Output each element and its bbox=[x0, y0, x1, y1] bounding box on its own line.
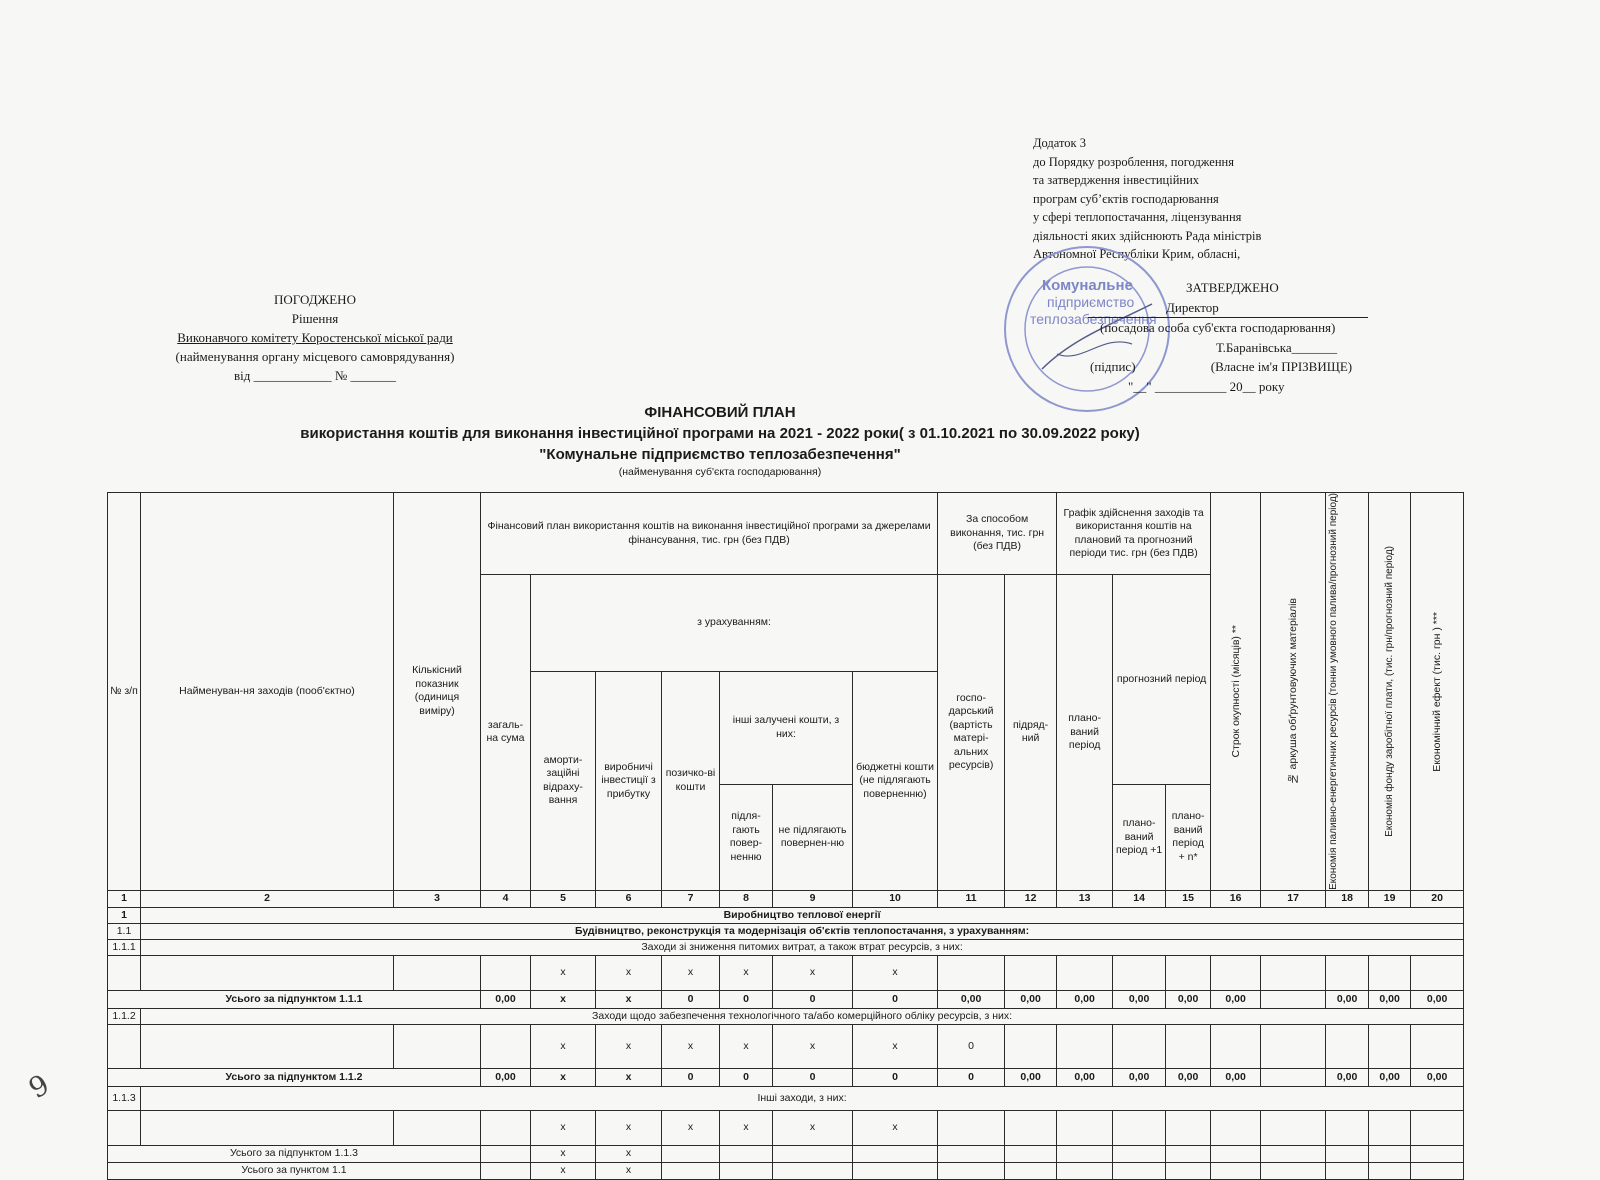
table-cell: х bbox=[720, 955, 773, 990]
table-cell bbox=[1261, 1024, 1326, 1068]
table-cell bbox=[1113, 955, 1166, 990]
total-label: Усього за пунктом 1.1 bbox=[108, 1162, 481, 1179]
header-return-yes: підля-гають повер-ненню bbox=[720, 784, 773, 890]
approved-block bbox=[1088, 278, 1418, 396]
title-line-2: використання коштів для виконання інвестиційної програми на 2021 - 2022 роки( з 01.10.2021 по 30.09.2022 року) bbox=[300, 425, 1140, 442]
table-cell bbox=[1005, 1110, 1057, 1145]
approved-name-text: Т.Баранівська bbox=[1216, 339, 1292, 355]
header-budget: бюджетні кошти (не підлягають поверненню) bbox=[853, 671, 938, 890]
stamp-line-3: теплозабезпечення bbox=[1030, 311, 1157, 327]
table-cell bbox=[141, 1110, 394, 1145]
table-cell: х bbox=[662, 955, 720, 990]
total-cell bbox=[853, 1145, 938, 1162]
section-label: Виробництво теплової енергії bbox=[141, 907, 1464, 923]
header-other: інші залучені кошти, з них: bbox=[720, 671, 853, 784]
total-cell bbox=[1261, 990, 1326, 1008]
table-cell bbox=[1005, 1024, 1057, 1068]
approved-captions-row bbox=[1088, 357, 1418, 377]
header-num: № з/п bbox=[108, 493, 141, 891]
header-payback: Строк окупності (місяців) ** bbox=[1211, 493, 1261, 891]
section-label: Інші заходи, з них: bbox=[141, 1086, 1464, 1110]
table-cell bbox=[1211, 955, 1261, 990]
total-cell bbox=[1326, 1162, 1369, 1179]
header-quantity: Кількісний показник (одиниця виміру) bbox=[394, 493, 481, 891]
table-cell bbox=[1057, 955, 1113, 990]
table-cell bbox=[1211, 1024, 1261, 1068]
total-cell: 0 bbox=[720, 990, 773, 1008]
section-num: 1.1.1 bbox=[108, 939, 141, 955]
total-cell bbox=[1166, 1162, 1211, 1179]
agreed-body: Виконавчого комітету Коростенської міської ради bbox=[177, 330, 453, 345]
total-row bbox=[108, 1068, 1464, 1086]
total-cell: 0 bbox=[720, 1068, 773, 1086]
total-cell bbox=[720, 1162, 773, 1179]
table-cell: х bbox=[531, 1024, 596, 1068]
col-number: 18 bbox=[1326, 890, 1369, 907]
total-label: Усього за підпунктом 1.1.3 bbox=[108, 1145, 481, 1162]
title-caption: (найменування суб'єкта господарювання) bbox=[618, 466, 822, 478]
total-cell: 0 bbox=[853, 1068, 938, 1086]
total-cell bbox=[938, 1162, 1005, 1179]
total-cell: 0 bbox=[853, 990, 938, 1008]
page-number: 9 bbox=[22, 1067, 55, 1106]
table-cell bbox=[394, 955, 481, 990]
col-number: 20 bbox=[1411, 890, 1464, 907]
header-schedule: Графік здійснення заходів та використання коштів на плановий та прогнозний періоди тис. грн (без ПДВ) bbox=[1057, 493, 1211, 575]
header-name: Найменуван-ня заходів (пооб'єктно) bbox=[141, 493, 394, 891]
stamp-line-2: підприємство bbox=[1047, 294, 1135, 310]
approved-name-caption: (Власне ім'я ПРІЗВИЩЕ) bbox=[1210, 359, 1353, 374]
total-cell bbox=[1261, 1145, 1326, 1162]
col-number: 6 bbox=[596, 890, 662, 907]
total-cell: 0,00 bbox=[1005, 1068, 1057, 1086]
total-cell: 0,00 bbox=[1326, 990, 1369, 1008]
header-planned-1: плано-ваний період +1 bbox=[1113, 784, 1166, 890]
total-cell bbox=[1057, 1145, 1113, 1162]
total-cell: 0,00 bbox=[481, 1068, 531, 1086]
total-cell: х bbox=[531, 1162, 596, 1179]
total-cell: 0,00 bbox=[1411, 1068, 1464, 1086]
total-cell bbox=[1211, 1162, 1261, 1179]
col-number: 5 bbox=[531, 890, 596, 907]
table-cell: х bbox=[853, 1024, 938, 1068]
total-label: Усього за підпунктом 1.1.2 bbox=[108, 1068, 481, 1086]
table-cell: х bbox=[773, 1110, 853, 1145]
total-cell bbox=[1411, 1145, 1464, 1162]
table-cell bbox=[481, 955, 531, 990]
total-cell bbox=[1113, 1145, 1166, 1162]
section-row bbox=[108, 1086, 1464, 1110]
total-cell bbox=[1326, 1145, 1369, 1162]
total-cell bbox=[1411, 1162, 1464, 1179]
financial-plan-table bbox=[107, 492, 1464, 1180]
col-number: 13 bbox=[1057, 890, 1113, 907]
header-method: За способом виконання, тис. грн (без ПДВ) bbox=[938, 493, 1057, 575]
total-cell: 0,00 bbox=[1211, 990, 1261, 1008]
total-cell: 0,00 bbox=[1411, 990, 1464, 1008]
table-cell: х bbox=[853, 955, 938, 990]
header-fuel-economy: Економія паливно-енергетичних ресурсів (тонни умовного палива/прогнозний період) bbox=[1326, 493, 1369, 891]
table-cell bbox=[1326, 1110, 1369, 1145]
table-cell: х bbox=[662, 1110, 720, 1145]
header-effect: Економічний ефект (тис. грн ) *** bbox=[1411, 493, 1464, 891]
approved-signature-caption: (підпис) bbox=[1090, 359, 1136, 374]
table-cell bbox=[1261, 955, 1326, 990]
total-cell bbox=[773, 1162, 853, 1179]
section-num: 1.1.3 bbox=[108, 1086, 141, 1110]
approved-date-line: "__" ___________ 20__ року bbox=[1128, 378, 1285, 394]
table-cell: х bbox=[531, 955, 596, 990]
section-label: Заходи зі зниження питомих витрат, а також втрат ресурсів, з них: bbox=[141, 939, 1464, 955]
title-line-3: "Комунальне підприємство теплозабезпечення" bbox=[539, 446, 901, 463]
total-cell: х bbox=[596, 1162, 662, 1179]
total-cell bbox=[1057, 1162, 1113, 1179]
table-cell: 0 bbox=[938, 1024, 1005, 1068]
total-cell bbox=[1113, 1162, 1166, 1179]
total-cell: 0 bbox=[938, 1068, 1005, 1086]
total-cell: 0 bbox=[773, 990, 853, 1008]
table-cell: х bbox=[773, 955, 853, 990]
table-cell bbox=[1057, 1024, 1113, 1068]
header-loans: позичко-ві кошти bbox=[662, 671, 720, 890]
table-cell bbox=[1369, 1110, 1411, 1145]
table-cell bbox=[1211, 1110, 1261, 1145]
table-cell bbox=[1369, 1024, 1411, 1068]
table-cell bbox=[1113, 1024, 1166, 1068]
table-cell: х bbox=[596, 955, 662, 990]
header-return-no: не підлягають повернен-ню bbox=[773, 784, 853, 890]
approved-position: Директор bbox=[1088, 298, 1368, 319]
table-cell: х bbox=[773, 1024, 853, 1068]
total-cell bbox=[481, 1162, 531, 1179]
total-cell: х bbox=[596, 1068, 662, 1086]
column-numbers-row bbox=[108, 890, 1464, 907]
table-cell bbox=[1411, 955, 1464, 990]
total-cell bbox=[720, 1145, 773, 1162]
col-number: 8 bbox=[720, 890, 773, 907]
total-cell: 0,00 bbox=[1113, 990, 1166, 1008]
header-planned-n: плано-ваний період + n* bbox=[1166, 784, 1211, 890]
col-number: 2 bbox=[141, 890, 394, 907]
col-number: 11 bbox=[938, 890, 1005, 907]
total-cell bbox=[773, 1145, 853, 1162]
annex-line: у сфері теплопостачання, ліцензування bbox=[1033, 210, 1242, 224]
total-cell bbox=[853, 1162, 938, 1179]
header-contract: підряд-ний bbox=[1005, 575, 1057, 891]
title-line-1: ФІНАНСОВИЙ ПЛАН bbox=[644, 404, 796, 421]
header-fin-plan: Фінансовий план використання коштів на виконання інвестиційної програми за джерелами фінансування, тис. грн (без ПДВ) bbox=[481, 493, 938, 575]
table-cell bbox=[1411, 1024, 1464, 1068]
table-cell bbox=[1261, 1110, 1326, 1145]
table-cell bbox=[1005, 955, 1057, 990]
table-cell: х bbox=[531, 1110, 596, 1145]
section-label: Заходи щодо забезпечення технологічного та/або комерційного обліку ресурсів, з них: bbox=[141, 1008, 1464, 1024]
section-row bbox=[108, 939, 1464, 955]
agreed-decision: Рішення bbox=[291, 311, 339, 326]
table-cell bbox=[141, 1024, 394, 1068]
table-cell: х bbox=[720, 1110, 773, 1145]
table-cell: х bbox=[596, 1110, 662, 1145]
table-cell: х bbox=[662, 1024, 720, 1068]
total-cell: 0,00 bbox=[1166, 990, 1211, 1008]
total-cell bbox=[481, 1145, 531, 1162]
agreed-date-line: від ____________ № _______ bbox=[233, 368, 397, 383]
total-cell: 0,00 bbox=[938, 990, 1005, 1008]
total-cell bbox=[1005, 1145, 1057, 1162]
col-number: 10 bbox=[853, 890, 938, 907]
total-cell bbox=[1211, 1145, 1261, 1162]
total-cell: 0,00 bbox=[1326, 1068, 1369, 1086]
table-cell bbox=[1166, 1024, 1211, 1068]
table-cell bbox=[1057, 1110, 1113, 1145]
total-cell: х bbox=[531, 1145, 596, 1162]
total-cell: 0,00 bbox=[1057, 1068, 1113, 1086]
approved-position-caption: (посадова особа суб'єкта господарювання) bbox=[1100, 320, 1336, 335]
section-row bbox=[108, 907, 1464, 923]
table-cell bbox=[1166, 1110, 1211, 1145]
section-label: Будівництво, реконструкція та модернізація об'єктів теплопостачання, з урахуванням: bbox=[141, 923, 1464, 939]
table-cell bbox=[108, 1110, 141, 1145]
total-cell: 0,00 bbox=[1369, 1068, 1411, 1086]
total-cell bbox=[938, 1145, 1005, 1162]
total-cell: 0 bbox=[662, 1068, 720, 1086]
col-number: 17 bbox=[1261, 890, 1326, 907]
table-cell bbox=[1166, 955, 1211, 990]
total-cell bbox=[1369, 1145, 1411, 1162]
total-cell: х bbox=[596, 990, 662, 1008]
total-cell: 0,00 bbox=[1057, 990, 1113, 1008]
col-number: 1 bbox=[108, 890, 141, 907]
col-number: 4 bbox=[481, 890, 531, 907]
col-number: 16 bbox=[1211, 890, 1261, 907]
table-cell bbox=[938, 955, 1005, 990]
col-number: 7 bbox=[662, 890, 720, 907]
total-row bbox=[108, 1162, 1464, 1179]
col-number: 15 bbox=[1166, 890, 1211, 907]
total-row bbox=[108, 1145, 1464, 1162]
table-cell: х bbox=[853, 1110, 938, 1145]
annex-line: до Порядку розроблення, погодження bbox=[1033, 154, 1234, 169]
total-cell: 0,00 bbox=[1005, 990, 1057, 1008]
total-cell bbox=[1261, 1068, 1326, 1086]
total-cell: 0,00 bbox=[1211, 1068, 1261, 1086]
table-cell bbox=[108, 955, 141, 990]
table-row bbox=[108, 1110, 1464, 1145]
table-cell bbox=[1326, 1024, 1369, 1068]
table-cell bbox=[1369, 955, 1411, 990]
total-cell: х bbox=[531, 1068, 596, 1086]
header-own: госпо-дарський (вартість матері-альних ресурсів) bbox=[938, 575, 1005, 891]
table-cell bbox=[481, 1110, 531, 1145]
total-cell: х bbox=[596, 1145, 662, 1162]
stamp-line-1: Комунальне bbox=[1042, 277, 1133, 294]
table-cell bbox=[141, 955, 394, 990]
total-cell: 0,00 bbox=[481, 990, 531, 1008]
section-num: 1.1 bbox=[108, 923, 141, 939]
total-cell: 0 bbox=[773, 1068, 853, 1086]
section-row bbox=[108, 923, 1464, 939]
col-number: 3 bbox=[394, 890, 481, 907]
document-title bbox=[0, 402, 1440, 479]
table-cell bbox=[108, 1024, 141, 1068]
col-number: 14 bbox=[1113, 890, 1166, 907]
total-row bbox=[108, 990, 1464, 1008]
agreed-block bbox=[135, 290, 495, 385]
table-cell bbox=[938, 1110, 1005, 1145]
table-cell bbox=[1113, 1110, 1166, 1145]
total-cell: 0,00 bbox=[1113, 1068, 1166, 1086]
approved-name: Т.Баранівська_______ bbox=[1216, 339, 1338, 355]
header-sheet: № аркуша обґрунтовуючих матеріалів bbox=[1261, 493, 1326, 891]
header-wage-economy: Економія фонду заробітної плати, (тис. грн/прогнозний період) bbox=[1369, 493, 1411, 891]
section-num: 1.1.2 bbox=[108, 1008, 141, 1024]
total-cell bbox=[1261, 1162, 1326, 1179]
table-cell bbox=[394, 1110, 481, 1145]
total-cell bbox=[662, 1145, 720, 1162]
section-row bbox=[108, 1008, 1464, 1024]
header-including: з урахуванням: bbox=[531, 575, 938, 672]
table-cell: х bbox=[720, 1024, 773, 1068]
agreed-body-caption: (найменування органу місцевого самоврядування) bbox=[175, 349, 455, 364]
total-label: Усього за підпунктом 1.1.1 bbox=[108, 990, 481, 1008]
table-row bbox=[108, 1024, 1464, 1068]
agreed-title: ПОГОДЖЕНО bbox=[274, 292, 356, 307]
header-forecast: прогнозний період bbox=[1113, 575, 1211, 785]
section-num: 1 bbox=[108, 907, 141, 923]
header-planned: плано-ваний період bbox=[1057, 575, 1113, 891]
total-cell: 0 bbox=[662, 990, 720, 1008]
table-cell: х bbox=[596, 1024, 662, 1068]
annex-line: Автономної Республіки Крим, обласні, bbox=[1033, 247, 1241, 261]
header-amort: аморти-заційні відраху-вання bbox=[531, 671, 596, 890]
total-cell bbox=[1005, 1162, 1057, 1179]
col-number: 9 bbox=[773, 890, 853, 907]
col-number: 12 bbox=[1005, 890, 1057, 907]
total-cell bbox=[1369, 1162, 1411, 1179]
header-profit: виробничі інвестиції з прибутку bbox=[596, 671, 662, 890]
table-cell bbox=[1411, 1110, 1464, 1145]
total-cell: х bbox=[531, 990, 596, 1008]
header-total: загаль-на сума bbox=[481, 575, 531, 891]
annex-line: та затвердження інвестиційних bbox=[1033, 173, 1200, 187]
table-row bbox=[108, 955, 1464, 990]
col-number: 19 bbox=[1369, 890, 1411, 907]
total-cell: 0,00 bbox=[1166, 1068, 1211, 1086]
total-cell: 0,00 bbox=[1369, 990, 1411, 1008]
total-cell bbox=[1166, 1145, 1211, 1162]
table-cell bbox=[1326, 955, 1369, 990]
table-cell bbox=[394, 1024, 481, 1068]
total-cell bbox=[662, 1162, 720, 1179]
annex-line: Додаток 3 bbox=[1033, 136, 1086, 150]
annex-line: діяльності яких здійснюють Рада міністрів bbox=[1033, 228, 1262, 243]
annex-line: програм суб’єктів господарювання bbox=[1033, 191, 1219, 206]
table-cell bbox=[481, 1024, 531, 1068]
approved-title: ЗАТВЕРДЖЕНО bbox=[1186, 280, 1279, 295]
